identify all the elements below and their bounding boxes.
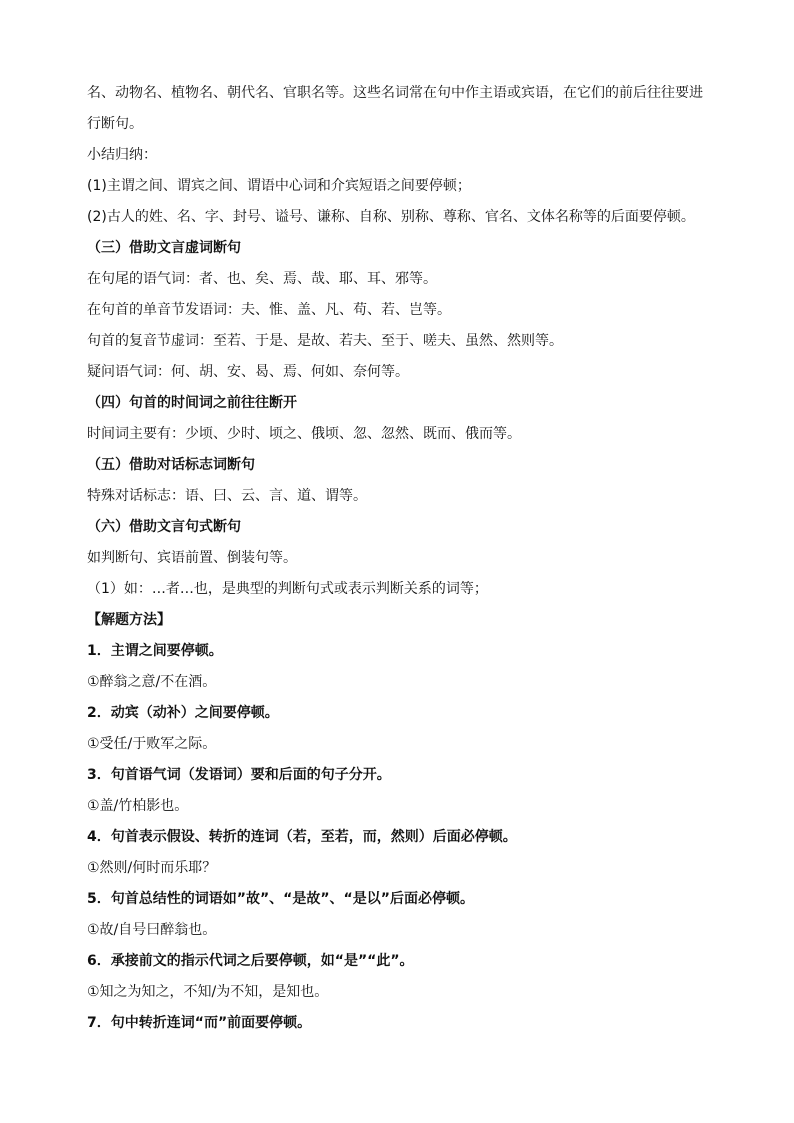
section-heading: （六）借助文言句式断句 [87,519,241,535]
body-text-line: 在句尾的语气词：者、也、矣、焉、哉、耶、耳、邪等。 [87,271,437,287]
document-page [87,78,717,1039]
body-text-line: 特殊对话标志：语、曰、云、言、道、谓等。 [87,488,367,504]
method-rule: 6．承接前文的指示代词之后要停顿，如“是”“此”。 [87,953,414,969]
example-line: ①知之为知之，不知/为不知，是知也。 [87,984,329,1000]
method-rule: 1．主谓之间要停顿。 [87,643,223,659]
method-rule: 2．动宾（动补）之间要停顿。 [87,705,279,721]
example-line: ①醉翁之意/不在酒。 [87,674,217,690]
body-text-line: 句首的复音节虚词：至若、于是、是故、若夫、至于、嗟夫、虽然、然则等。 [87,333,563,349]
example-line: ①受任/于败军之际。 [87,736,217,752]
body-text-line: (1)主谓之间、谓宾之间、谓语中心词和介宾短语之间要停顿； [87,178,471,194]
body-text-line: 行断句。 [87,116,143,132]
body-text-line: 如判断句、宾语前置、倒装句等。 [87,550,297,566]
example-line: ①故/自号曰醉翁也。 [87,922,217,938]
body-text-line: (2)古人的姓、名、字、封号、谥号、谦称、自称、别称、尊称、官名、文体名称等的后面要停顿。 [87,209,695,225]
body-text-line: 疑问语气词：何、胡、安、曷、焉、何如、奈何等。 [87,364,409,380]
body-text-line: （1）如：…者…也，是典型的判断句式或表示判断关系的词等； [87,581,488,597]
method-rule: 3．句首语气词（发语词）要和后面的句子分开。 [87,767,391,783]
example-line: ①然则/何时而乐耶？ [87,860,217,876]
body-text-line: 在句首的单音节发语词：夫、惟、盖、凡、苟、若、岂等。 [87,302,451,318]
method-rule: 7．句中转折连词“而”前面要停顿。 [87,1015,312,1031]
section-heading: （五）借助对话标志词断句 [87,457,255,473]
method-rule: 4．句首表示假设、转折的连词（若，至若，而，然则）后面必停顿。 [87,829,517,845]
body-text-line: 小结归纳： [87,147,157,163]
body-text-line: 名、动物名、植物名、朝代名、官职名等。这些名词常在句中作主语或宾语，在它们的前后往往要进 [87,85,703,101]
method-rule: 5．句首总结性的词语如”故”、“是故”、“是以”后面必停顿。 [87,891,474,907]
example-line: ①盖/竹柏影也。 [87,798,189,814]
method-heading: 【解题方法】 [87,612,171,628]
body-text-line: 时间词主要有：少顷、少时、顷之、俄顷、忽、忽然、既而、俄而等。 [87,426,521,442]
section-heading: （四）句首的时间词之前往往断开 [87,395,297,411]
section-heading: （三）借助文言虚词断句 [87,240,241,256]
